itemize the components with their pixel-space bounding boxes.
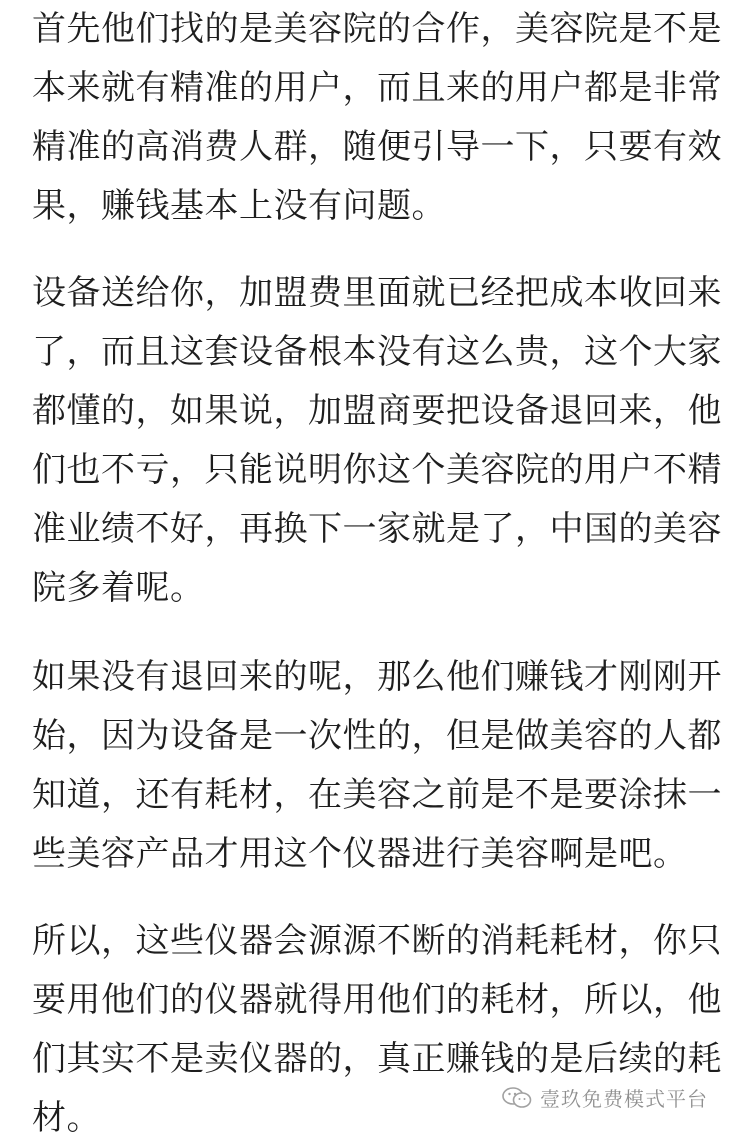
text-line: 始，因为设备是一次性的，但是做美容的人都 — [32, 716, 722, 756]
paragraph-1 — [32, 0, 722, 236]
text-line: 所以，这些仪器会源源不断的消耗耗材，你只 — [32, 921, 722, 961]
text-line: 如果没有退回来的呢，那么他们赚钱才刚刚开 — [32, 657, 722, 697]
text-line: 果，赚钱基本上没有问题。 — [32, 186, 446, 226]
text-line: 准业绩不好，再换下一家就是了，中国的美容 — [32, 509, 722, 549]
text-line: 设备送给你，加盟费里面就已经把成本收回来 — [32, 273, 722, 313]
watermark-text: 壹玖免费模式平台 — [540, 1087, 708, 1111]
text-line: 知道，还有耗材，在美容之前是不是要涂抹一 — [32, 775, 722, 815]
text-line: 们也不亏，只能说明你这个美容院的用户不精 — [32, 450, 722, 490]
text-line: 材。 — [32, 1098, 101, 1138]
wechat-icon — [502, 1087, 532, 1109]
text-line: 了，而且这套设备根本没有这么贵，这个大家 — [32, 332, 722, 372]
text-line: 要用他们的仪器就得用他们的耗材，所以，他 — [32, 980, 722, 1020]
paragraph-4 — [32, 912, 722, 1148]
paragraph-2 — [32, 264, 722, 618]
text-line: 们其实不是卖仪器的，真正赚钱的是后续的耗 — [32, 1039, 722, 1079]
text-line: 精准的高消费人群，随便引导一下，只要有效 — [32, 127, 722, 167]
text-line: 些美容产品才用这个仪器进行美容啊是吧。 — [32, 834, 688, 874]
paragraph-3 — [32, 648, 722, 884]
text-line: 本来就有精准的用户，而且来的用户都是非常 — [32, 68, 722, 108]
text-line: 都懂的，如果说，加盟商要把设备退回来，他 — [32, 391, 722, 431]
text-line: 院多着呢。 — [32, 568, 205, 608]
watermark — [502, 1083, 708, 1112]
text-line: 首先他们找的是美容院的合作，美容院是不是 — [32, 9, 722, 49]
